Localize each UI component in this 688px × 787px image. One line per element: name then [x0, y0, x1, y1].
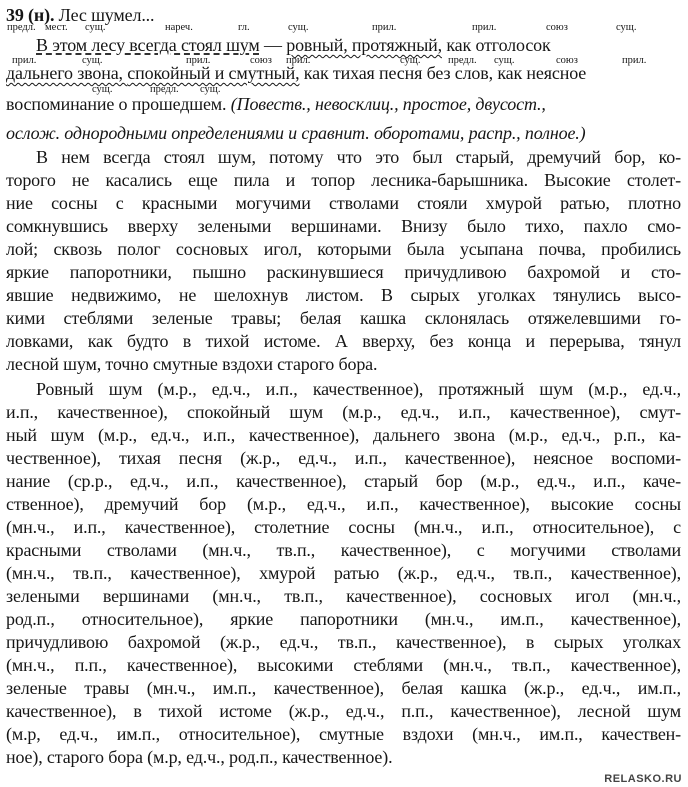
dash: — [259, 35, 287, 55]
text-line: ловками, как будто в тихой истоме. А вверху, без конца и перерыва, тянул [6, 331, 681, 351]
italic-characteristic: (Повеств., невосклиц., простое, двусост., [230, 94, 546, 114]
site-watermark: RELASKO.RU [604, 773, 682, 785]
text-line: лой; сквозь полог сосновых игол, которыми была усыпана почва, пробились [6, 239, 681, 259]
text-line: (мн.ч., и.п., качественное), столетние сосны (мн.ч., и.п., относительное), с [6, 517, 681, 537]
text-line: (м.р, ед.ч., им.п., относительное), смутные вздохи (мн.ч., им.п., качествен- [6, 724, 681, 744]
annotation: прил. [622, 55, 647, 66]
annotation: предл. [150, 84, 179, 95]
text-line: причудливою бахромой (ж.р., ед.ч., тв.п., качественное), в сырых уголках [6, 632, 681, 652]
annotation: сущ. [616, 22, 637, 33]
annotation: сущ. [494, 55, 515, 66]
text-line: сомкнувшись вверху зелеными вершинами. Внизу было тихо, пахло смо- [6, 216, 681, 236]
annotation: сущ. [200, 84, 221, 95]
annotation: сущ. [400, 55, 421, 66]
annotation: сущ. [92, 84, 113, 95]
annotation: прил. [186, 55, 211, 66]
text-line: В нем всегда стоял шум, потому что это был старый, дремучий бор, ко- [36, 147, 681, 167]
text-line: явшие недвижимо, не шелохнув листом. В сырых уголках тянулись высо- [6, 285, 681, 305]
text-line: зелеными вершинами (мн.ч., тв.п., качественное), сосновых игол (мн.ч., [6, 586, 681, 606]
annotation: прил. [12, 55, 37, 66]
annotation: союз [250, 55, 272, 66]
text-line: ние сосны с красными могучими стволами стояли хмурой ратью, плотно [6, 193, 681, 213]
plain-text: как тихая песня без слов, как неясное [299, 63, 587, 83]
text-line: род.п., относительное), яркие папоротники (мн.ч., им.п., качественное), [6, 609, 681, 629]
annotation: прил. [286, 55, 311, 66]
annotation: нареч. [165, 22, 193, 33]
exercise-title: Лес шумел... [58, 5, 155, 25]
text-line: зеленые травы (мн.ч., им.п., качественное), белая кашка (ж.р., ед.ч., им.п., [6, 678, 681, 698]
text-line: ственное), дремучий бор (м.р., ед.ч., и.п., качественное), высокие сосны [6, 494, 681, 514]
wavy-underlined-attributes: спокойный и смутный, [127, 63, 300, 83]
wavy-underlined-attributes: ровный, протяжный, [286, 35, 442, 55]
text-line: яркие папоротники, пышно раскинувшиеся причудливою бахромой и сто- [6, 262, 681, 282]
sentence-line-4: ослож. однородными определениями и сравнит. оборотами, распр., полное.) [6, 123, 586, 143]
sentence-line-1 [36, 34, 551, 56]
text-line: ное), старого бора (м.р, ед.ч., род.п., качественное). [6, 747, 393, 767]
text-line: нание (ср.р., ед.ч., и.п., качественное), старый бор (м.р., ед.ч., и.п., каче- [6, 471, 681, 491]
sentence-line-3 [6, 93, 546, 115]
text-line: красными стволами (мн.ч., тв.п., качественное), с могучими стволами [6, 540, 681, 560]
annotation: мест. [45, 22, 68, 33]
annotation: сущ. [288, 22, 309, 33]
text-line: (мн.ч., тв.п., качественное), хмурой ратью (ж.р., ед.ч., тв.п., качественное), [6, 563, 681, 583]
text-line: кими стеблями зеленые травы; белая кашка склонялась отяжелевшими го- [6, 308, 681, 328]
plain-text: воспоминание о прошедшем. [6, 94, 231, 114]
text-line: чественное), тихая песня (ж.р., ед.ч., и.п., качественное), неясное воспоми- [6, 448, 681, 468]
text-line: лесной шум, точно смутные вздохи старого бора. [6, 354, 378, 374]
plain-text: как отголосок [442, 35, 551, 55]
text-line: качественное), в тихой истоме (ж.р., ед.ч., п.п., качественное), лесной шум [6, 701, 681, 721]
underlined-adverbial: В этом лесу всегда стоял шум [36, 35, 260, 55]
annotation: сущ. [82, 55, 103, 66]
wavy-underlined-attributes: дальнего звона, [6, 63, 128, 83]
annotation: союз [546, 22, 568, 33]
annotation: прил. [372, 22, 397, 33]
text-line: торого не касались еще пила и топор лесника-барышника. Высокие столет- [6, 170, 681, 190]
text-line: и.п., качественное), спокойный шум (м.р., ед.ч., и.п., качественное), смут- [6, 402, 681, 422]
annotation: прил. [472, 22, 497, 33]
annotation: гл. [238, 22, 250, 33]
text-line: Ровный шум (м.р., ед.ч., и.п., качественное), протяжный шум (м.р., ед.ч., [36, 379, 681, 399]
annotation: союз [556, 55, 578, 66]
exercise-number: 39 (н). [6, 5, 55, 25]
sentence-line-2 [6, 62, 586, 84]
annotation: сущ. [85, 22, 106, 33]
annotation: предл. [7, 22, 36, 33]
text-line: ный шум (м.р., ед.ч., и.п., качественное), дальнего звона (м.р., ед.ч., р.п., ка- [6, 425, 681, 445]
text-line: (мн.ч., п.п., качественное), высокими стеблями (мн.ч., тв.п., качественное), [6, 655, 681, 675]
annotation: предл. [448, 55, 477, 66]
